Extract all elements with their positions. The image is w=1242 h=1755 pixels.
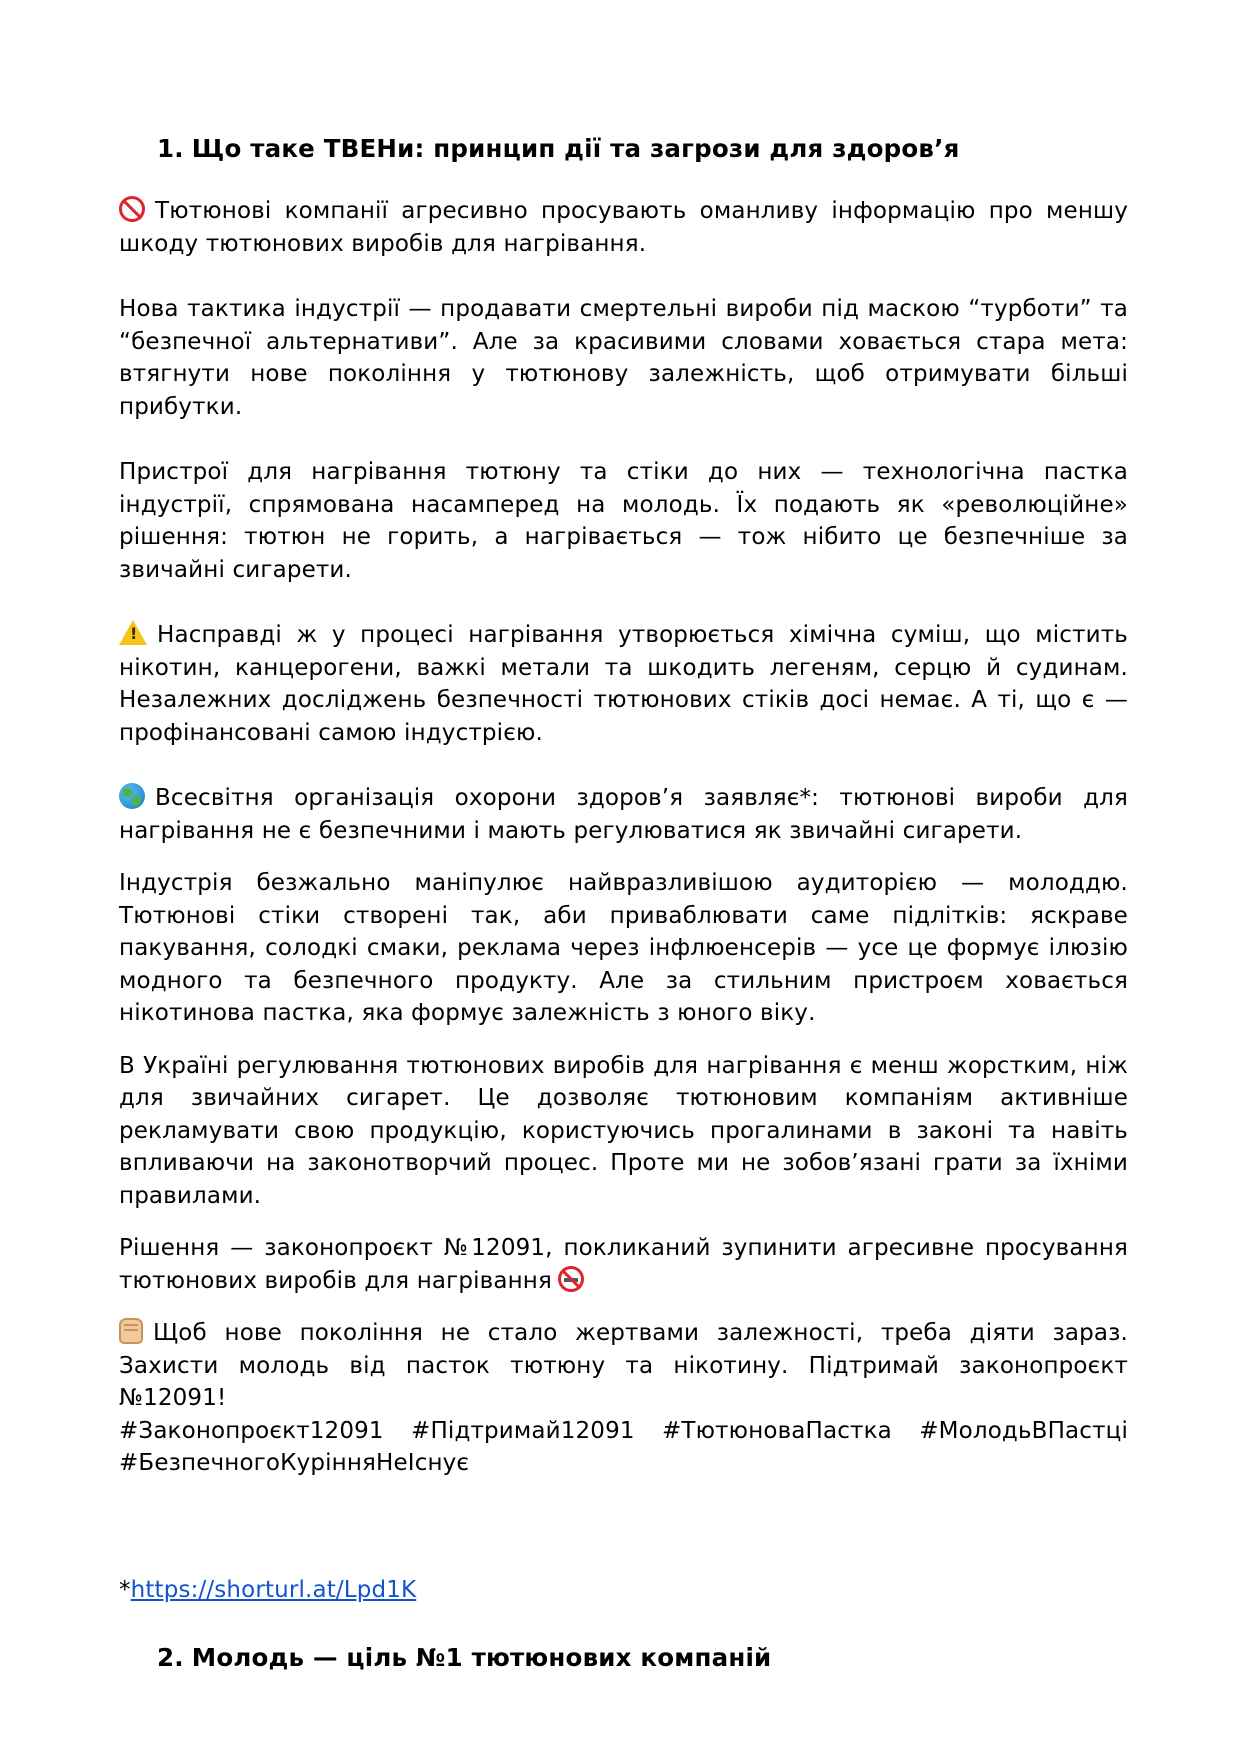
section-number-1: 1. xyxy=(157,134,184,163)
paragraph-text: Пристрої для нагрівання тютюну та стіки до них — технологічна пастка індустрії, спрямована насамперед на молодь. Їх подають як «революційне» рішення: тютюн не горить, а нагрівається — тож нібито це безпечніше за звичайні сигарети. xyxy=(119,459,1128,583)
section-title-2: Молодь — ціль №1 тютюнових компаній xyxy=(191,1643,772,1672)
raised-fist-icon xyxy=(119,1318,143,1344)
paragraph-call-to-action xyxy=(119,1317,1128,1415)
paragraph-text: Щоб нове покоління не стало жертвами залежності, треба діяти зараз. Захисти молодь від пасток тютюну та нікотину. Підтримай законопроєкт №12091! xyxy=(119,1320,1128,1411)
hashtags-row xyxy=(119,1447,1128,1480)
paragraph-text: Індустрія безжально маніпулює найвразливішою аудиторією — молоддю. Тютюнові стіки створені так, аби приваблювати саме підлітків: яскраве пакування, солодкі смаки, реклама через інфлюенсерів — усе це формує ілюзію модного та безпечного продукту. Але за стильним пристроєм ховається нікотинова пастка, яка формує залежність з юного віку. xyxy=(119,870,1128,1026)
paragraph-text: В Україні регулювання тютюнових виробів для нагрівання є менш жорстким, ніж для звичайних сигарет. Це дозволяє тютюновим компаніям активніше рекламувати свою продукцію, користуючись прогалинами в законі та навіть впливаючи на законотворчий процес. Проте ми не зобов’язані грати за їхніми правилами. xyxy=(119,1052,1128,1209)
document-content xyxy=(119,133,1128,1674)
hashtag: #Законопроєкт12091 xyxy=(119,1417,384,1444)
footnote xyxy=(119,1574,1128,1607)
paragraph-text: Нова тактика індустрії — продавати смертельні вироби під маскою “турботи” та “безпечної альтернативи”. Але за красивими словами ховається стара мета: втягнути нове покоління у тютюнову залежність, щоб отримувати більші прибутки. xyxy=(119,296,1128,420)
no-smoking-icon xyxy=(558,1266,584,1292)
hashtags xyxy=(119,1415,1128,1480)
hashtag: #МолодьВПастці xyxy=(919,1417,1128,1444)
hashtags-row xyxy=(119,1415,1128,1448)
paragraph-text: Тютюнові компанії агресивно просувають оманливу інформацію про меншу шкоду тютюнових виробів для нагрівання. xyxy=(119,198,1128,257)
section-number-2: 2. xyxy=(157,1643,184,1672)
paragraph-text: Насправді ж у процесі нагрівання утворюється хімічна суміш, що містить нікотин, канцерогени, важкі метали та шкодить легеням, серцю й судинам. Незалежних досліджень безпечності тютюнових стіків досі немає. А ті, що є — профінансовані самою індустрією. xyxy=(119,622,1128,746)
paragraph-who xyxy=(119,782,1128,847)
footnote-marker: * xyxy=(119,1576,131,1603)
hashtag: #ТютюноваПастка xyxy=(662,1417,892,1444)
source-link[interactable]: https://shorturl.at/Lpd1K xyxy=(130,1576,417,1603)
section-heading-1 xyxy=(119,133,1128,165)
paragraph-text: Всесвітня організація охорони здоров’я заявляє*: тютюнові вироби для нагрівання не є безпечними і мають регулюватися як звичайні сигарети. xyxy=(119,785,1128,844)
hashtag: #Підтримай12091 xyxy=(411,1417,635,1444)
paragraph-intro xyxy=(119,195,1128,260)
paragraph xyxy=(119,867,1128,1030)
section-title-1: Що таке ТВЕНи: принцип дії та загрози для здоров’я xyxy=(191,134,960,163)
paragraph xyxy=(119,1050,1128,1213)
paragraph-warning xyxy=(119,619,1128,749)
prohibited-icon xyxy=(119,196,145,222)
hashtag: #БезпечногоКурінняНеІснує xyxy=(119,1450,470,1476)
paragraph-text: Рішення — законопроєкт №12091, покликаний зупинити агресивне просування тютюнових виробів для нагрівання xyxy=(119,1235,1128,1294)
globe-icon xyxy=(119,783,145,809)
paragraph xyxy=(119,293,1128,423)
paragraph xyxy=(119,456,1128,586)
paragraph-solution xyxy=(119,1232,1128,1297)
section-heading-2 xyxy=(119,1642,1128,1674)
warning-icon xyxy=(119,620,147,645)
